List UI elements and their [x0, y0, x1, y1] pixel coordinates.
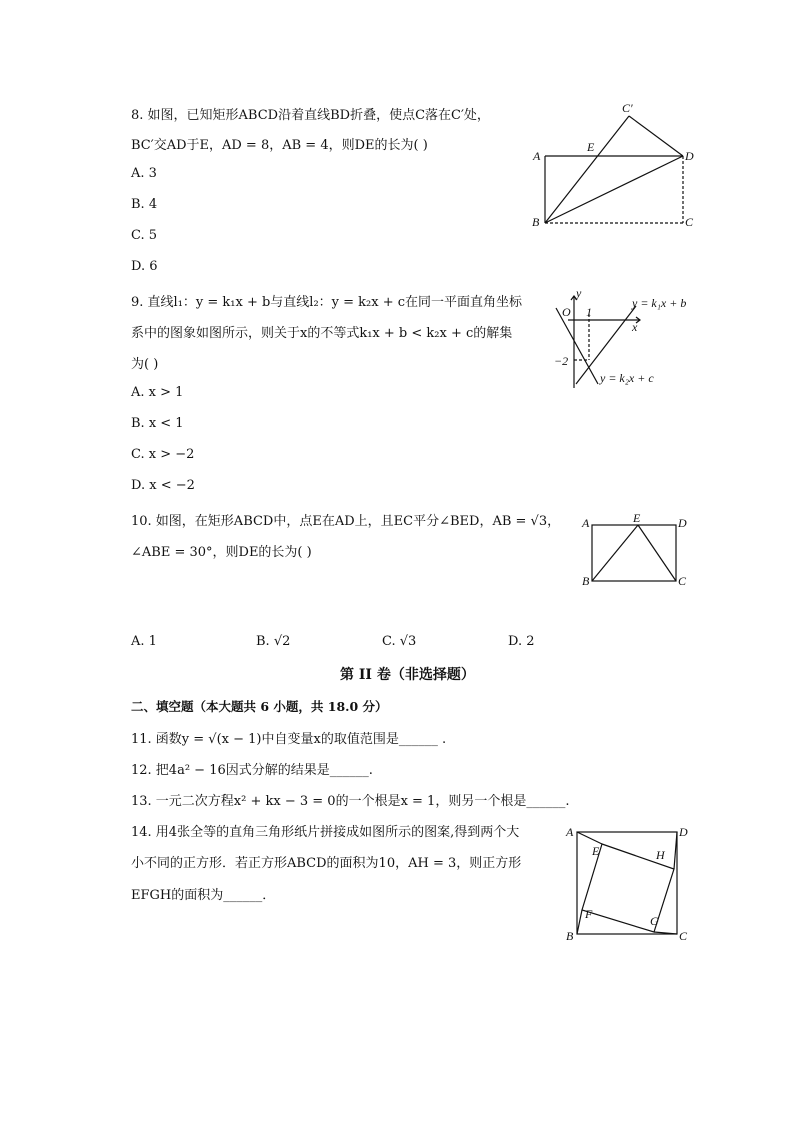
q10-label-d: D	[678, 516, 687, 530]
q10-option-c: C. √3	[382, 634, 417, 649]
q12-text: 12. 把4a² − 16因式分解的结果是______.	[131, 763, 373, 778]
q9-line2: 系中的图象如图所示，则关于x的不等式k₁x + b < k₂x + c的解集	[131, 326, 513, 341]
q8-option-c: C. 5	[131, 228, 158, 243]
q10-line-be	[592, 525, 638, 581]
q10-option-b: B. √2	[256, 634, 291, 649]
q10-label-a: A	[582, 516, 590, 530]
q10-line-ec	[638, 525, 676, 581]
q10-option-d: D. 2	[508, 634, 535, 649]
q9-label-o: O	[562, 305, 571, 319]
q14-label-b: B	[566, 929, 574, 943]
q9-figure	[548, 288, 698, 390]
q14-label-a: A	[566, 825, 574, 839]
q10-rect-abcd	[592, 525, 676, 581]
q9-label-one: 1	[586, 305, 592, 319]
q8-line1: 8. 如图，已知矩形ABCD沿着直线BD折叠，使点C落在C′处，	[131, 108, 490, 123]
q9-option-b: B. x < 1	[131, 416, 184, 431]
q10-line1: 10. 如图，在矩形ABCD中，点E在AD上，且EC平分∠BED，AB = √3，	[131, 514, 561, 529]
q10-option-a: A. 1	[131, 634, 157, 649]
q8-label-cprime: C′	[622, 101, 633, 115]
q8-option-d: D. 6	[131, 259, 158, 274]
q9-line-l2	[556, 308, 598, 384]
q8-option-b: B. 4	[131, 197, 158, 212]
q14-label-d: D	[679, 825, 688, 839]
q8-label-c: C	[685, 215, 694, 229]
q8-line-bcprime	[545, 116, 629, 223]
q9-label-y: y	[576, 286, 582, 300]
q9-label-x: x	[632, 320, 638, 334]
q8-label-a: A	[533, 149, 541, 163]
q8-figure	[525, 98, 700, 234]
q14-line1: 14. 用4张全等的直角三角形纸片拼接成如图所示的图案,得到两个大	[131, 825, 520, 840]
q10-label-c: C	[678, 574, 687, 588]
q14-line3: EFGH的面积为______．	[131, 888, 276, 903]
q8-label-e: E	[587, 140, 595, 154]
q14-label-h: H	[656, 848, 665, 862]
q14-label-c: C	[679, 929, 688, 943]
q10-label-b: B	[582, 574, 590, 588]
q10-figure	[578, 512, 698, 588]
q8-label-d: D	[685, 149, 694, 163]
q9-line3: 为( )	[131, 357, 159, 372]
q8-label-b: B	[532, 215, 540, 229]
q8-line2: BC′交AD于E，AD = 8，AB = 4，则DE的长为( )	[131, 138, 428, 153]
q9-option-d: D. x < −2	[131, 478, 195, 493]
q9-label-l1: y = k₁x + b	[632, 296, 687, 310]
q14-label-f: F	[585, 907, 593, 921]
q9-label-l2: y = k₂x + c	[600, 371, 654, 385]
q8-line-cprimed	[629, 116, 683, 156]
q14-figure	[562, 822, 697, 946]
q10-label-e: E	[633, 511, 641, 525]
q9-label-neg2: −2	[554, 354, 569, 368]
q13-text: 13. 一元二次方程x² + kx − 3 = 0的一个根是x = 1，则另一个根是______.	[131, 794, 570, 809]
part2-title: 第 II 卷（非选择题）	[340, 667, 475, 683]
section2-title: 二、填空题（本大题共 6 小题，共 18.0 分）	[131, 699, 388, 714]
q10-line2: ∠ABE = 30°，则DE的长为( )	[131, 545, 312, 560]
q14-line2: 小不同的正方形．若正方形ABCD的面积为10，AH = 3，则正方形	[131, 856, 522, 871]
q9-option-c: C. x > −2	[131, 447, 195, 462]
q8-option-a: A. 3	[131, 166, 157, 181]
q14-line-fb	[577, 910, 582, 934]
q8-line-bd	[545, 156, 683, 223]
q9-option-a: A. x > 1	[131, 385, 184, 400]
q11-text: 11. 函数y = √(x − 1)中自变量x的取值范围是______ .	[131, 732, 447, 747]
q14-label-e: E	[592, 844, 600, 858]
q14-line-ae	[577, 832, 602, 844]
q14-label-g: G	[650, 914, 659, 928]
q9-line1: 9. 直线l₁：y = k₁x + b与直线l₂：y = k₂x + c在同一平面直角坐标	[131, 295, 523, 310]
